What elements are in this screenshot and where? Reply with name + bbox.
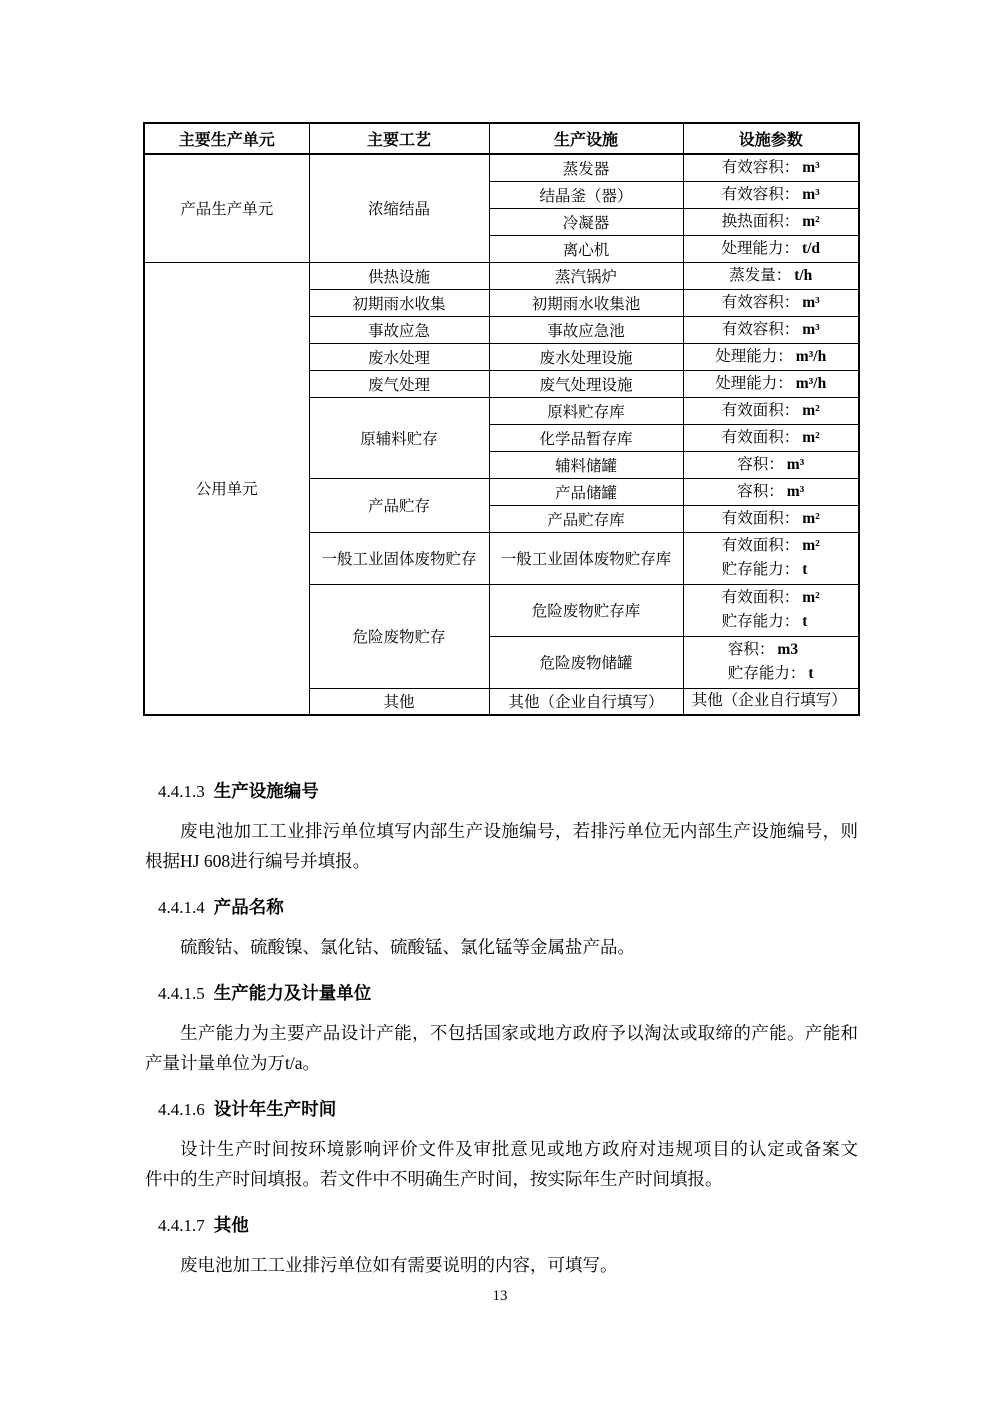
document-body [145,716,858,1280]
param-cell [683,235,859,262]
unit-cell-public: 公用单元 [144,262,309,715]
section-heading-4414 [158,896,858,920]
paragraph [145,1250,858,1280]
table-header-row [144,123,859,154]
facility-cell: 蒸汽锅炉 [489,262,683,289]
facility-cell: 结晶釜（器） [489,181,683,208]
paragraph-line: 废电池加工工业排污单位如有需要说明的内容，可填写。 [180,1255,618,1275]
param-unit: m² [802,401,820,419]
section-number: 4.4.1.6 [158,1100,205,1119]
param-unit: m² [802,537,820,554]
facility-cell: 一般工业固体废物贮存库 [489,532,683,584]
param-label: 蒸发量： [729,266,792,284]
paragraph-line: 硫酸钴、硫酸镍、氯化钴、硫酸锰、氯化锰等金属盐产品。 [180,937,635,957]
param-label: 贮存能力： [721,561,800,578]
facility-cell: 事故应急池 [489,316,683,343]
paragraph [145,816,858,876]
section-heading-4413 [158,780,858,804]
param-cell [683,505,859,532]
param-unit: m³ [802,293,820,311]
process-cell: 原辅料贮存 [309,397,489,478]
param-cell [683,343,859,370]
param-label: 换热面积： [721,212,800,230]
section-number: 4.4.1.7 [158,1216,205,1235]
param-unit: t/d [801,239,821,257]
param-unit: m² [802,428,820,446]
facility-cell: 初期雨水收集池 [489,289,683,316]
param-label: 处理能力： [721,239,799,257]
param-label: 有效面积： [721,537,800,554]
param-label: 有效面积： [721,589,800,606]
param-cell [683,181,859,208]
param-unit: m² [802,589,820,606]
process-cell: 事故应急 [309,316,489,343]
process-cell: 其他 [309,688,489,715]
param-label: 有效面积： [721,401,800,419]
facility-cell: 蒸发器 [489,154,683,181]
param-label: 有效面积： [721,509,800,527]
param-unit: m³ [786,455,805,473]
table-row [144,262,859,289]
param-unit: m³/h [795,347,827,365]
paragraph-line: 产量计量单位为万t/a。 [145,1053,320,1073]
param-label: 有效容积： [721,293,800,311]
param-cell [683,289,859,316]
param-unit: m³ [802,185,820,203]
facility-cell: 辅料储罐 [489,451,683,478]
param-label: 其他（企业自行填写） [691,692,847,710]
facility-cell: 产品储罐 [489,478,683,505]
facility-cell: 废水处理设施 [489,343,683,370]
process-cell: 浓缩结晶 [309,154,489,262]
production-facility-table [143,122,860,716]
section-number: 4.4.1.4 [158,898,205,917]
paragraph-line: 设计生产时间按环境影响评价文件及审批意见或地方政府对违规项目的认定或备案文 [180,1139,858,1159]
param-label: 有效容积： [721,320,800,338]
param-unit: m³ [786,482,805,500]
param-cell [683,688,859,715]
section-title: 生产能力及计量单位 [213,983,372,1003]
param-unit: t [802,561,808,578]
param-cell [683,584,859,636]
section-title: 设计年生产时间 [213,1099,337,1119]
process-cell: 一般工业固体废物贮存 [309,532,489,584]
param-unit: m² [802,509,820,527]
page-number: 13 [492,1288,508,1304]
param-label: 有效容积： [721,185,800,203]
process-cell: 废气处理 [309,370,489,397]
param-label: 容积： [737,482,784,500]
section-title: 生产设施编号 [213,781,319,801]
section-heading-4417 [158,1214,858,1238]
param-label: 贮存能力： [727,665,806,682]
param-unit: m³ [802,158,820,176]
paragraph-line: 生产能力为主要产品设计产能，不包括国家或地方政府予以淘汰或取缔的产能。产能和 [180,1023,858,1043]
paragraph-line: 件中的生产时间填报。若文件中不明确生产时间，按实际年生产时间填报。 [145,1169,723,1189]
facility-cell: 产品贮存库 [489,505,683,532]
facility-cell: 其他（企业自行填写） [489,688,683,715]
col-header-main-unit: 主要生产单元 [144,123,309,154]
param-label: 贮存能力： [721,613,800,630]
param-unit: m³/h [795,374,827,392]
section-number: 4.4.1.3 [158,782,205,801]
param-cell [683,397,859,424]
param-cell [683,370,859,397]
table-row [144,154,859,181]
param-cell [683,208,859,235]
section-number: 4.4.1.5 [158,984,205,1003]
col-header-facility: 生产设施 [489,123,683,154]
facility-cell: 废气处理设施 [489,370,683,397]
param-unit: m3 [777,641,799,658]
param-cell [683,424,859,451]
section-title: 产品名称 [213,897,284,917]
facility-cell: 原料贮存库 [489,397,683,424]
param-label: 容积： [727,641,775,658]
paragraph-line: 废电池加工工业排污单位填写内部生产设施编号，若排污单位无内部生产设施编号，则 [180,821,858,841]
param-label: 处理能力： [715,374,793,392]
param-unit: m² [802,212,820,230]
param-cell [683,532,859,584]
paragraph [145,932,858,962]
param-cell [683,262,859,289]
process-cell: 初期雨水收集 [309,289,489,316]
paragraph [145,1018,858,1078]
unit-cell-product: 产品生产单元 [144,154,309,262]
facility-cell: 危险废物储罐 [489,636,683,688]
process-cell: 供热设施 [309,262,489,289]
param-cell [683,316,859,343]
param-label: 容积： [737,455,784,473]
facility-cell: 冷凝器 [489,208,683,235]
param-cell [683,451,859,478]
param-label: 处理能力： [715,347,793,365]
param-unit: t [802,613,808,630]
paragraph [145,1134,858,1194]
section-title: 其他 [213,1215,249,1235]
param-unit: t [808,665,814,682]
param-unit: m³ [802,320,820,338]
param-cell [683,154,859,181]
process-cell: 废水处理 [309,343,489,370]
param-label: 有效容积： [721,158,800,176]
facility-cell: 化学品暂存库 [489,424,683,451]
param-cell [683,636,859,688]
param-unit: t/h [794,266,813,284]
section-heading-4415 [158,982,858,1006]
param-cell [683,478,859,505]
col-header-process: 主要工艺 [309,123,489,154]
paragraph-line: 根据HJ 608进行编号并填报。 [145,851,371,871]
facility-cell: 离心机 [489,235,683,262]
process-cell: 危险废物贮存 [309,584,489,688]
section-heading-4416 [158,1098,858,1122]
col-header-params: 设施参数 [683,123,859,154]
process-cell: 产品贮存 [309,478,489,532]
facility-cell: 危险废物贮存库 [489,584,683,636]
param-label: 有效面积： [721,428,800,446]
